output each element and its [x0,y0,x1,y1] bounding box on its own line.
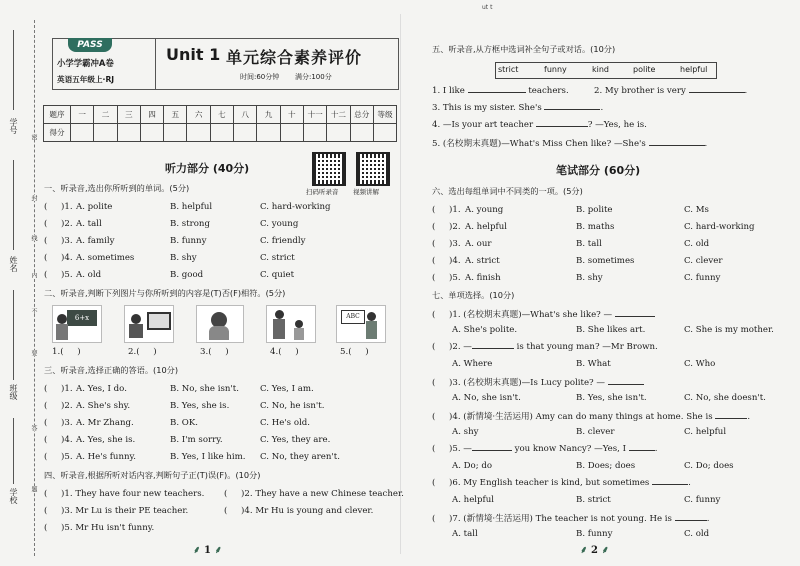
score-cell [373,124,396,142]
option-a: A. No, she isn't. [452,393,521,403]
question-number: 2 [452,222,458,232]
question-row: ( )1. [44,202,73,212]
option-a: A. Mr Zhang. [76,418,134,428]
blank-input[interactable] [715,418,747,419]
score-header-cell: 九 [257,106,280,124]
picture-2-computer [124,305,174,343]
score-header-cell: 三 [117,106,140,124]
blank-input[interactable] [472,450,512,451]
answer-paren[interactable]: ( ) [44,452,65,462]
sentence-text: —She's [613,139,646,149]
question-text: is that young man? —Mr Brown. [516,342,658,352]
score-cell [187,124,210,142]
question-text: )6. My English teacher is kind, but sometimes [449,478,650,488]
margin-line-id [13,30,14,110]
option-b: B. She likes art. [576,325,646,335]
question-number: 4 [452,256,458,266]
answer-paren[interactable]: ( [432,478,450,488]
question-number: 3 [452,239,458,249]
page-divider [400,14,401,554]
answer-paren[interactable]: ( ) [432,205,453,215]
sentence-end: . [688,478,691,488]
option-b: B. Does; does [576,461,636,471]
option-b: B. funny [170,236,207,246]
answer-paren[interactable]: ( ) [224,506,245,516]
question-row: ( )2. [44,401,73,411]
question-number: 5 [64,452,70,462]
option-b: B. Yes, she isn't. [576,393,647,403]
score-header-cell: 题序 [44,106,71,124]
option-c: C. No, she doesn't. [684,393,766,403]
option-a: A. Yes, I do. [76,384,127,394]
fill-sentence-1 [432,86,569,96]
question-number: 5 [64,523,70,533]
sentence-end: . [706,514,710,524]
sentence-text: teachers. [528,86,569,96]
mc-question-3 [432,376,644,388]
score-header-cell: 等级 [373,106,396,124]
option-c: C. funny [684,273,721,283]
question-number: 1 [452,205,458,215]
question-row: ( )1. They have four new teachers. [44,489,205,499]
option-c: C. funny [684,495,721,505]
option-a: A. Do; do [452,461,493,471]
answer-paren[interactable]: ( ) [44,219,65,229]
question-number: 3 [64,506,70,516]
question-number: 4 [64,253,70,263]
picture-1-teacher-board [52,305,102,343]
section-4-title: 四、听录音,根据所听对话内容,判断句子正(T)误(F)。(10分) [44,470,261,480]
option-b: B. good [170,270,204,280]
question-row: ( )1. [432,205,461,215]
option-c: C. old [684,239,710,249]
option-b: B. tall [576,239,602,249]
question-row: ( )5. [432,273,461,283]
score-cell [257,124,280,142]
man-head [275,310,284,319]
margin-cut-6: 要 [30,350,37,356]
blackboard: 6+x [67,310,97,326]
option-a: A. old [76,270,102,280]
score-header-cell: 总分 [350,106,373,124]
margin-cut-5: 不 [30,308,37,314]
fill-sentence-5 [432,137,707,149]
option-b: B. helpful [170,202,213,212]
score-cell [350,124,373,142]
sentence-end: . [744,86,748,96]
blank-input[interactable] [544,109,600,110]
option-b: B. funny [576,529,613,539]
option-a: A. finish [465,273,501,283]
option-a: A. sometimes [76,253,135,263]
question-text: )3. (名校期末真题)—Is Lucy polite? — [449,378,605,388]
answer-paren[interactable]: ( ) [432,256,453,266]
option-a: A. shy [452,427,479,437]
score-cell [303,124,326,142]
answer-paren[interactable]: ( [432,310,450,320]
pass-logo: PASS [68,38,112,52]
margin-cut-2: 封 [30,195,37,201]
answer-paren[interactable]: ( ) [224,489,245,499]
option-c: C. strict [260,253,295,263]
option-a: A. polite [76,202,113,212]
question-number: 5 [64,270,70,280]
sentence-text: 2. My brother is very [594,86,686,96]
margin-label-student-id: 学号 [9,118,18,134]
option-a: A. young [465,205,504,215]
statement: Mr Hu is young and clever. [255,506,374,516]
question-number: 2 [64,401,70,411]
pic-answer-4[interactable]: 4.( ) [270,347,299,357]
mc-question-2 [432,342,658,352]
page-number: 1 [203,545,211,556]
question-row: ( )2. They have a new Chinese teacher. [224,489,404,499]
option-b: B. clever [576,427,615,437]
qr-audio-label: 扫码听录音 [306,188,339,196]
question-number: 5 [452,273,458,283]
girl-body [209,326,229,340]
option-b: B. strong [170,219,210,229]
teacher-head [57,314,67,324]
score-row-label: 得分 [44,124,71,142]
sentence-end: . [654,444,658,454]
answer-paren[interactable]: ( ) [44,489,65,499]
word-option: polite [633,65,656,74]
sentence-text: 3. This is my sister. She's [432,103,542,113]
pic-answer-2[interactable]: 2.( ) [128,347,157,357]
option-b: B. shy [576,273,603,283]
option-b: B. Yes, I like him. [170,452,246,462]
question-row: ( )4. [432,256,461,266]
blank-input[interactable] [472,348,514,349]
tree-icon: ⸙ [601,545,609,556]
picture-3-girl [196,305,244,343]
word-option: strict [498,65,519,74]
score-cell [140,124,163,142]
option-a: A. tall [76,219,102,229]
answer-paren[interactable]: ( ) [44,401,65,411]
option-b: B. No, she isn't. [170,384,239,394]
section-6-title: 六、选出每组单词中不同类的一项。(5分) [432,186,583,196]
word-option: kind [592,65,610,74]
writing-part-title: 笔试部分 (60分) [556,164,641,177]
margin-cut-8: 题 [30,486,37,492]
option-c: C. helpful [684,427,727,437]
margin-cut-3: 线 [30,235,37,241]
qr-video-icon[interactable] [356,152,390,186]
answer-paren[interactable]: ( [432,342,450,352]
blank-input[interactable] [652,484,688,485]
blank-input[interactable] [468,92,526,93]
pic-answer-3[interactable]: 3.( ) [200,347,229,357]
option-c: C. young [260,219,299,229]
option-a: A. She's polite. [452,325,518,335]
abc-board: ABC [341,310,365,324]
answer-paren[interactable]: ( ) [44,270,65,280]
option-a: A. family [76,236,115,246]
qr-video-label: 视频讲解 [353,188,379,196]
page-number: 2 [590,545,598,556]
sentence-text: 5. (名校期末真题)—What's Miss Chen like? [432,139,612,149]
margin-cut-7: 答 [30,425,37,431]
score-cell [94,124,117,142]
score-header-cell: 五 [164,106,187,124]
option-c: C. No, he isn't. [260,401,325,411]
sentence-end: . [600,103,604,113]
sentence-text: 4. —Is your art teacher [432,120,534,130]
teacher-head [367,312,376,321]
statement: Mr Lu is their PE teacher. [75,506,189,516]
listening-part-title: 听力部分 (40分) [165,162,250,175]
page-top-mark: ut t [482,4,493,11]
unit-label: Unit 1 [166,45,221,64]
fill-sentence-3 [432,103,603,113]
tree-icon: ⸙ [214,545,222,556]
answer-paren[interactable]: ( ) [432,273,453,283]
picture-5-abc-board [336,305,386,343]
option-b: B. What [576,359,611,369]
question-row: ( )2. [44,219,73,229]
question-row: ( )2. [432,222,461,232]
option-a: A. She's shy. [76,401,131,411]
score-header-cell: 四 [140,106,163,124]
blank-input[interactable] [629,450,655,451]
option-b: B. Yes, she is. [170,401,230,411]
score-cell [234,124,257,142]
margin-cut-4: 内 [30,272,37,278]
option-b: B. polite [576,205,613,215]
boy-body [129,324,143,338]
score-header-cell: 十一 [303,106,326,124]
word-option: funny [544,65,567,74]
question-number: 1 [64,202,70,212]
pic-number: 2. [128,347,137,357]
score-header-cell: 六 [187,106,210,124]
option-c: C. Yes, I am. [260,384,314,394]
option-a: A. strict [465,256,500,266]
qr-audio-icon[interactable] [312,152,346,186]
sentence-text: ? —Yes, he is. [587,120,647,130]
question-row: ( )5. Mr Hu isn't funny. [44,523,155,533]
option-c: C. clever [684,256,723,266]
question-number: 4 [244,506,250,516]
score-header-cell: 二 [94,106,117,124]
question-row: ( )4. Mr Hu is young and clever. [224,506,374,516]
margin-label-class: 班级 [9,384,18,400]
question-text: )1. (名校期末真题)—What's she like? — [449,310,613,320]
question-number: 3 [64,236,70,246]
answer-paren[interactable]: ( ) [44,418,65,428]
margin-line-class [13,290,14,380]
score-cell [280,124,303,142]
option-b: B. maths [576,222,615,232]
binding-line [34,20,35,556]
option-c: C. She is my mother. [684,325,774,335]
page-number-left [193,542,222,556]
question-row: ( )4. [44,435,73,445]
answer-paren[interactable]: ( ) [44,253,65,263]
fill-sentence-4 [432,120,647,130]
sentence-end: . [747,412,751,422]
option-c: C. old [684,529,710,539]
score-header-cell: 七 [210,106,233,124]
score-header-cell: 十 [280,106,303,124]
mc-question-1 [432,308,655,320]
option-c: C. Ms [684,205,709,215]
option-a: A. Yes, she is. [76,435,136,445]
option-c: C. hard-working [684,222,755,232]
margin-label-name: 姓名 [9,256,18,272]
section-7-title: 七、单项选择。(10分) [432,290,515,300]
question-text: )7. (新情境·生活运用) The teacher is not young. He is [449,514,672,524]
page-title: 单元综合素养评价 [226,48,363,67]
option-b: B. strict [576,495,611,505]
word-option: helpful [680,65,708,74]
score-header-cell: 十二 [327,106,350,124]
score-cell [327,124,350,142]
score-cell [164,124,187,142]
answer-paren[interactable]: ( [432,378,450,388]
question-row: ( )1. [44,384,73,394]
blank-input[interactable] [536,126,588,127]
option-b: B. sometimes [576,256,635,266]
answer-paren[interactable]: ( ) [44,202,65,212]
option-a: A. Where [452,359,493,369]
monitor [147,312,171,330]
picture-4-man-boy [266,305,316,343]
blank-input[interactable] [608,384,644,385]
question-row: ( )3. [44,236,73,246]
question-number: 1 [64,384,70,394]
question-number: 2 [64,219,70,229]
answer-paren[interactable]: ( ) [44,435,65,445]
score-table [43,105,397,142]
option-c: C. Yes, they are. [260,435,331,445]
score-header-cell: 八 [234,106,257,124]
teacher-body [366,321,377,339]
statement: They have four new teachers. [75,489,205,499]
question-text: )5. — [449,444,472,454]
option-a: A. He's funny. [76,452,136,462]
margin-line-name [13,160,14,250]
option-c: C. Do; does [684,461,734,471]
fill-sentence-2 [594,86,747,96]
pic-answer-5[interactable]: 5.( ) [340,347,369,357]
answer-paren[interactable]: ( ) [44,236,65,246]
question-text: you know Nancy? —Yes, I [514,444,626,454]
option-a: A. helpful [452,495,495,505]
boy-head [131,314,141,324]
blank-input[interactable] [675,520,707,521]
answer-paren[interactable]: ( ) [44,384,65,394]
pic-number: 3. [200,347,209,357]
question-number: 2 [244,489,250,499]
blank-input[interactable] [689,92,745,93]
question-number: 1 [64,489,70,499]
boy-head [295,320,303,328]
series-name: 小学学霸冲A卷 [57,58,114,68]
sentence-end: . [704,139,708,149]
full-score: 满分:100分 [295,73,332,81]
statement: Mr Hu isn't funny. [75,523,155,533]
answer-paren[interactable]: ( ) [432,239,453,249]
margin-cut-1: 密 [30,134,37,140]
answer-paren[interactable]: ( [432,514,450,524]
pic-number: 1. [52,347,61,357]
answer-paren[interactable]: ( ) [432,222,453,232]
blank-input[interactable] [615,316,655,317]
option-c: C. hard-working [260,202,331,212]
question-row: ( )5. [44,452,73,462]
margin-line-school [13,418,14,484]
mc-question-6 [432,478,691,488]
option-b: B. I'm sorry. [170,435,223,445]
option-c: C. No, they aren't. [260,452,340,462]
section-1-title: 一、听录音,选出你所听到的单词。(5分) [44,183,190,193]
blank-input[interactable] [649,145,705,146]
answer-paren[interactable]: ( ) [44,523,65,533]
pic-answer-1[interactable]: 1.( ) [52,347,81,357]
section-3-title: 三、听录音,选择正确的答语。(10分) [44,365,179,375]
score-cell [117,124,140,142]
mc-question-5 [432,444,657,454]
teacher-body [56,324,68,340]
page-number-right [580,542,609,556]
section-2-title: 二、听录音,判断下列图片与你所听到的内容是(T)否(F)相符。(5分) [44,288,286,298]
question-text: )2. — [449,342,472,352]
option-c: C. Who [684,359,716,369]
answer-paren[interactable]: ( [432,412,450,422]
boy-body [294,328,304,340]
mc-question-7 [432,512,709,524]
question-row: ( )3. [44,418,73,428]
option-c: C. He's old. [260,418,310,428]
sentence-text: 1. I like [432,86,465,96]
section-5-title: 五、听录音,从方框中选词补全句子或对话。(10分) [432,44,616,54]
tree-icon: ⸙ [580,545,588,556]
question-row: ( )3. [432,239,461,249]
statement: They have a new Chinese teacher. [255,489,404,499]
option-b: B. OK. [170,418,198,428]
option-a: A. our [465,239,492,249]
option-c: C. friendly [260,236,306,246]
man-body [273,319,285,339]
pic-number: 4. [270,347,279,357]
question-row: ( )4. [44,253,73,263]
question-number: 3 [64,418,70,428]
mc-question-4 [432,410,750,422]
pic-number: 5. [340,347,349,357]
margin-label-school: 学校 [9,488,18,504]
score-header-cell: 一 [71,106,94,124]
option-b: B. shy [170,253,197,263]
score-cell [210,124,233,142]
answer-paren[interactable]: ( ) [44,506,65,516]
question-number: 4 [64,435,70,445]
answer-paren[interactable]: ( [432,444,450,454]
option-a: A. tall [452,529,478,539]
question-row: ( )3. Mr Lu is their PE teacher. [44,506,189,516]
tree-icon: ⸙ [193,545,201,556]
question-row: ( )5. [44,270,73,280]
option-c: C. quiet [260,270,295,280]
score-cell [71,124,94,142]
grade-label: 英语五年级上·RJ [57,75,115,84]
question-text: )4. (新情境·生活运用) Amy can do many things at home. She is [449,412,713,422]
option-a: A. helpful [465,222,508,232]
time-limit: 时间:60分钟 [240,73,280,81]
